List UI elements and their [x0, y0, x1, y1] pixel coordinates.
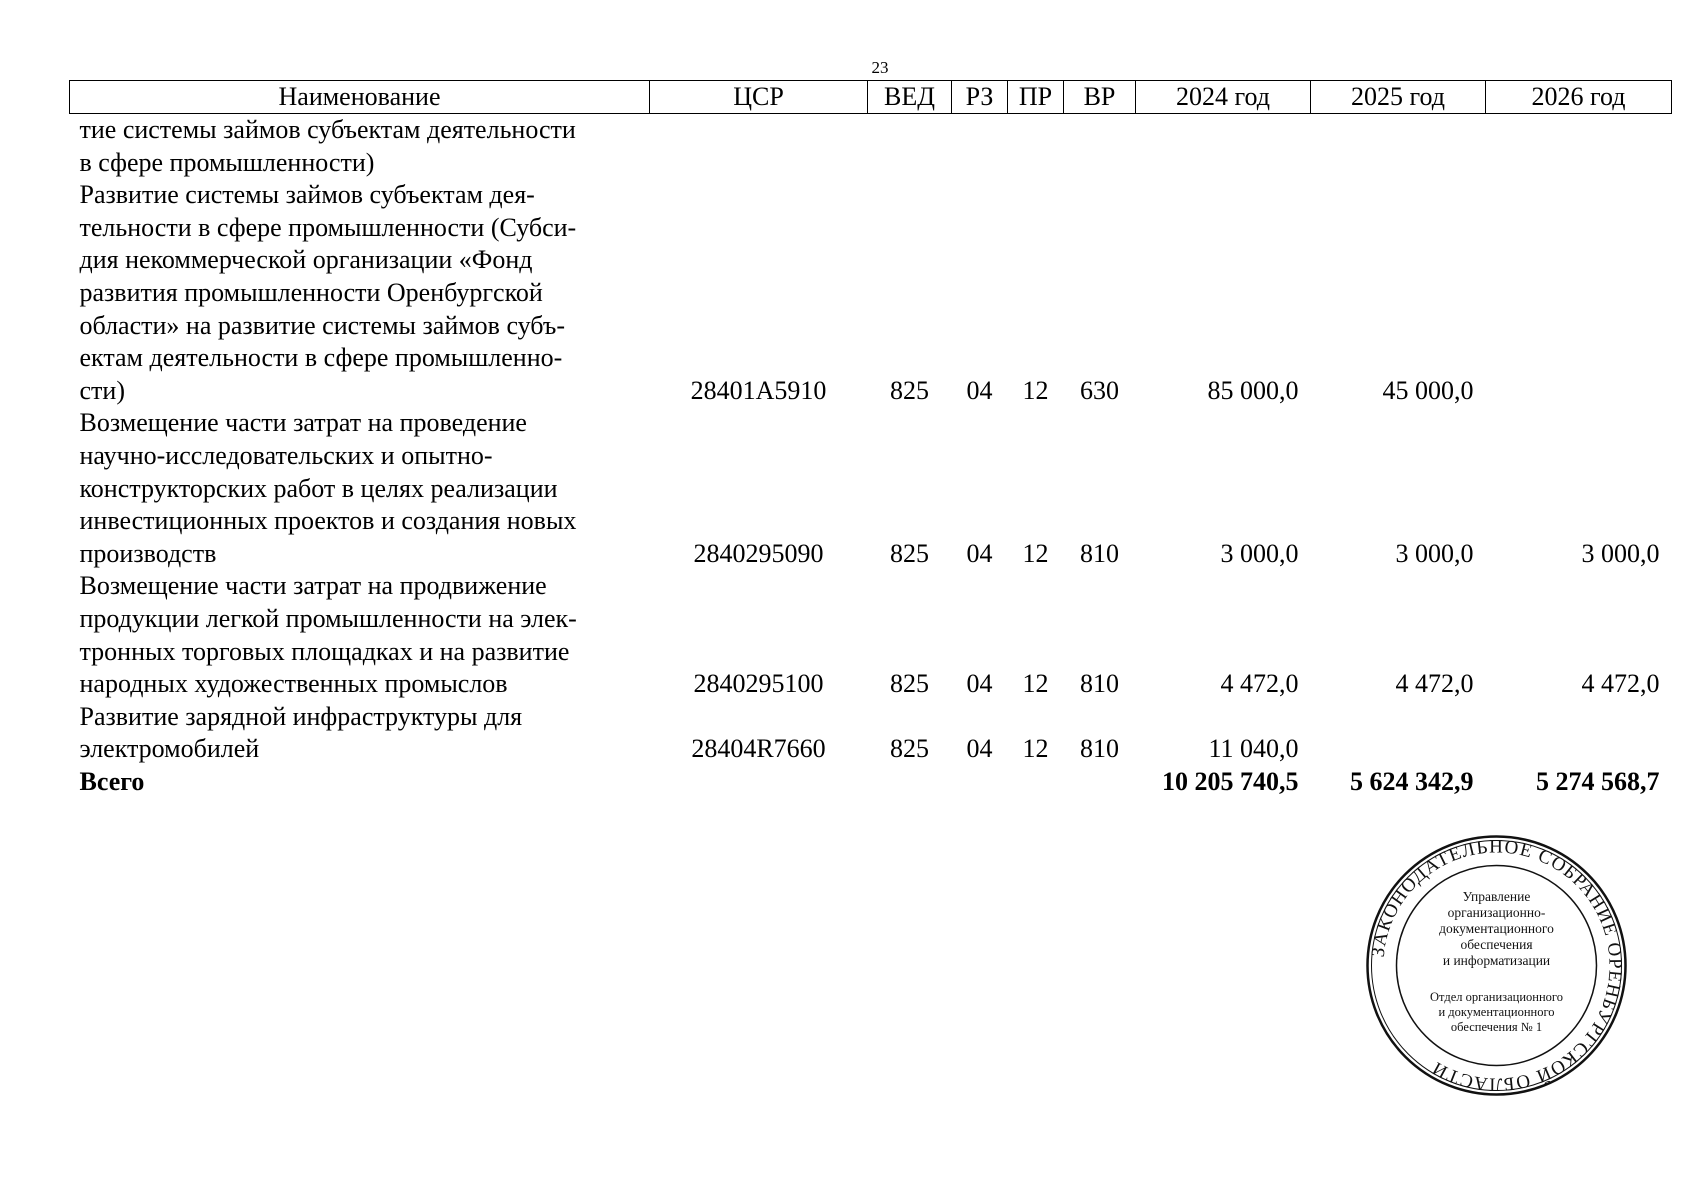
- row-name-line: конструкторских работ в целях реализации: [79, 473, 558, 503]
- row-2026: 3 000,0: [1581, 538, 1660, 568]
- row-vr: 810: [1080, 538, 1119, 568]
- row-ved: 825: [890, 375, 929, 405]
- stamp-line: и информатизации: [1442, 953, 1551, 968]
- row-name: [70, 570, 650, 700]
- header-2026: 2026 год: [1486, 81, 1672, 114]
- row-pr: [1008, 114, 1064, 180]
- row-pr: 12: [1022, 375, 1049, 405]
- row-name: [70, 114, 650, 180]
- row-name: [70, 701, 650, 766]
- row-2026: 4 472,0: [1581, 669, 1660, 699]
- row-csr: 28401A5910: [690, 375, 827, 405]
- header-vr: ВР: [1064, 81, 1136, 114]
- row-name-line: развития промышленности Оренбургской: [79, 277, 543, 307]
- row-name-line: научно-исследовательских и опытно-: [79, 440, 493, 470]
- row-pr: 12: [1022, 734, 1049, 764]
- row-name-line: ектам деятельности в сфере промышленно-: [79, 343, 563, 373]
- total-label: Всего: [79, 766, 145, 796]
- row-name-line: инвестиционных проектов и создания новых: [79, 506, 577, 536]
- stamp-line: Управление: [1462, 889, 1531, 904]
- table-header-row: [70, 81, 1672, 114]
- stamp-inner-text: [1430, 889, 1563, 1034]
- header-pr: ПР: [1008, 81, 1064, 114]
- row-2024: 3 000,0: [1220, 538, 1299, 568]
- row-ved: 825: [890, 734, 929, 764]
- row-rz: 04: [966, 669, 993, 699]
- row-csr: 2840295100: [693, 669, 824, 699]
- row-name-line: тронных торговых площадках и на развитие: [79, 636, 570, 666]
- row-rz: [952, 114, 1008, 180]
- header-2025: 2025 год: [1311, 81, 1486, 114]
- row-2025: 45 000,0: [1382, 375, 1474, 405]
- row-2025: [1311, 114, 1486, 180]
- page-number: 23: [871, 58, 889, 77]
- row-name: [70, 179, 650, 407]
- row-2024: [1136, 114, 1311, 180]
- row-vr: 630: [1080, 375, 1119, 405]
- row-csr: [650, 114, 868, 180]
- stamp-ring-text: ЗАКОНОДАТЕЛЬНОЕ СОБРАНИЕ ОРЕНБУРГСКОЙ ОБЛАСТИ: [1367, 836, 1626, 1095]
- row-pr: 12: [1022, 538, 1049, 568]
- row-name-line: дия некоммерческой организации «Фонд: [79, 245, 533, 275]
- row-name-line: в сфере промышленности): [79, 147, 375, 177]
- row-name-line: электромобилей: [79, 734, 260, 764]
- row-name-line: тельности в сфере промышленности (Субси-: [79, 212, 577, 242]
- row-2024: 11 040,0: [1208, 734, 1299, 764]
- row-csr: 28404R7660: [691, 734, 826, 764]
- stamp-line: обеспечения № 1: [1450, 1020, 1543, 1034]
- row-csr: 2840295090: [693, 538, 824, 568]
- table-row: [70, 701, 1672, 766]
- table-row: [70, 179, 1672, 407]
- row-name-line: области» на развитие системы займов субъ-: [79, 310, 565, 340]
- row-name-line: тие системы займов субъектам деятельности: [79, 115, 576, 144]
- row-vr: 810: [1080, 669, 1119, 699]
- row-vr: [1064, 114, 1136, 180]
- official-stamp: [1364, 833, 1629, 1098]
- row-2025: [1311, 701, 1486, 766]
- row-ved: 825: [890, 538, 929, 568]
- row-2026: [1486, 701, 1672, 766]
- row-2024: 85 000,0: [1207, 375, 1299, 405]
- row-2026: [1486, 114, 1672, 180]
- header-ved: ВЕД: [868, 81, 952, 114]
- row-ved: [868, 114, 952, 180]
- total-2025: 5 624 342,9: [1350, 766, 1474, 796]
- row-vr: 810: [1080, 734, 1119, 764]
- row-name-line: продукции легкой промышленности на элек-: [79, 603, 577, 633]
- row-name-line: Развитие системы займов субъектам дея-: [79, 180, 535, 210]
- total-row: [70, 766, 1672, 799]
- stamp-line: и документационного: [1438, 1005, 1555, 1019]
- stamp-line: Отдел организационного: [1430, 990, 1563, 1004]
- row-rz: 04: [966, 538, 993, 568]
- row-2025: 3 000,0: [1395, 538, 1474, 568]
- header-rz: РЗ: [952, 81, 1008, 114]
- header-name: Наименование: [70, 81, 650, 114]
- total-2024: 10 205 740,5: [1162, 766, 1299, 796]
- stamp-line: обеспечения: [1460, 937, 1533, 952]
- table-row: [70, 114, 1672, 180]
- row-2025: 4 472,0: [1395, 669, 1474, 699]
- row-name-line: Возмещение части затрат на продвижение: [79, 571, 547, 601]
- row-name-line: производств: [79, 538, 217, 568]
- table-row: [70, 570, 1672, 700]
- row-name-line: Возмещение части затрат на проведение: [79, 408, 527, 438]
- stamp-line: документационного: [1439, 921, 1554, 936]
- budget-table: [69, 80, 1672, 798]
- row-2024: 4 472,0: [1220, 669, 1299, 699]
- row-rz: 04: [966, 734, 993, 764]
- row-name: [70, 407, 650, 570]
- row-ved: 825: [890, 669, 929, 699]
- total-2026: 5 274 568,7: [1536, 766, 1660, 796]
- table-row: [70, 407, 1672, 570]
- row-rz: 04: [966, 375, 993, 405]
- stamp-line: организационно-: [1447, 905, 1546, 920]
- row-2026: [1486, 179, 1672, 407]
- row-name-line: Развитие зарядной инфраструктуры для: [79, 701, 523, 731]
- header-2024: 2024 год: [1136, 81, 1311, 114]
- row-name-line: сти): [79, 375, 125, 405]
- row-name-line: народных художественных промыслов: [79, 669, 508, 699]
- header-csr: ЦСР: [650, 81, 868, 114]
- row-pr: 12: [1022, 669, 1049, 699]
